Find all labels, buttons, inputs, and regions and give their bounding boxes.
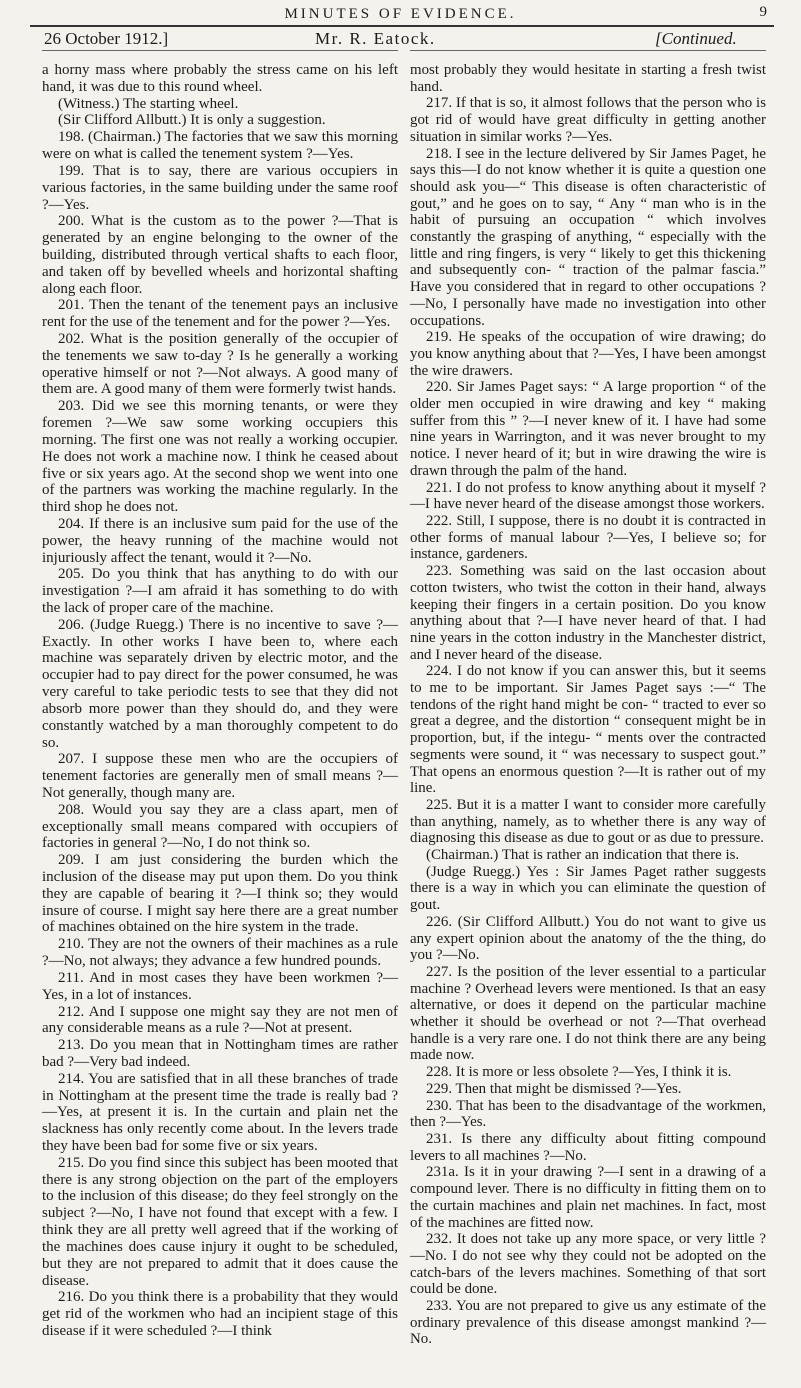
evidence-paragraph: 219. He speaks of the occupation of wire drawing; do you know anything about that ?—Yes, I have been amongst the wire drawers. xyxy=(410,329,766,379)
evidence-paragraph: 230. That has been to the disadvantage of the workmen, then ?—Yes. xyxy=(410,1097,766,1131)
evidence-paragraph: 214. You are satisfied that in all these branches of trade in Nottingham at the present time the trade is really bad ?—Yes, at present it is. In the curtain and plain net the slackness has only recently come about. In the levers trade they have been bad for some five or six years. xyxy=(42,1070,398,1154)
evidence-paragraph: 229. Then that might be dismissed ?—Yes. xyxy=(426,1080,682,1097)
evidence-paragraph: 208. Would you say they are a class apart, men of exceptionally small means compared with occupiers of factories in general ?—No, I do not think so. xyxy=(42,801,398,852)
continued-label: [Continued. xyxy=(655,29,737,48)
left-column xyxy=(42,62,398,1340)
evidence-paragraph: 231. Is there any difficulty about fitting compound levers to all machines ?—No. xyxy=(410,1131,766,1164)
evidence-paragraph: 231a. Is it in your drawing ?—I sent in a drawing of a compound lever. There is no difficulty in fitting them on to the curtain machines and plain net machines. In fact, most of the machines are fitted now. xyxy=(410,1164,766,1231)
evidence-paragraph: 216. Do you think there is a probability that they would get rid of the workmen who had an incipient stage of this disease if it were scheduled ?—I think xyxy=(42,1289,398,1339)
evidence-paragraph: 221. I do not profess to know anything about it myself ?—I have never heard of the disease amongst those workers. xyxy=(410,479,766,513)
evidence-paragraph: 223. Something was said on the last occasion about cotton twisters, who twist the cotton in their hand, always keeping their fingers in a certain position. Do you know anything about that ?—I have never heard of that. I had nine years in the cotton industry in the Manchester district, and I never heard of the disease. xyxy=(410,563,766,663)
witness-name: Mr. R. Eatock. xyxy=(315,29,436,48)
evidence-paragraph: (Chairman.) That is rather an indication that there is. xyxy=(426,847,740,864)
evidence-paragraph: 217. If that is so, it almost follows that the person who is got rid of would have great difficulty in getting another situation in similar works ?—Yes. xyxy=(410,95,766,145)
evidence-paragraph: 225. But it is a matter I want to consider more carefully than anything, namely, as to whether there is any way of diagnosing this disease as due to gout or as due to pressure. xyxy=(410,796,766,847)
evidence-paragraph: 205. Do you think that has anything to do with our investigation ?—I am afraid it has something to do with the lack of proper care of the machine. xyxy=(42,566,398,616)
evidence-paragraph: 213. Do you mean that in Nottingham times are rather bad ?—Very bad indeed. xyxy=(42,1037,398,1070)
evidence-paragraph: (Sir Clifford Allbutt.) It is only a suggestion. xyxy=(58,112,326,129)
evidence-paragraph: 215. Do you find since this subject has been mooted that there is any strong objection on the part of the employers to the inclusion of this disease; do they feel strongly on the subject ?—No, I have not found that except with a few. I think they are all pretty well agreed that if the working of the machines does cause injury it ought to be scheduled, but they are not prepared to admit that it does cause the disease. xyxy=(42,1154,398,1289)
evidence-paragraph: 211. And in most cases they have been workmen ?—Yes, in a lot of instances. xyxy=(42,969,398,1003)
evidence-paragraph: 201. Then the tenant of the tenement pays an inclusive rent for the use of the tenement and for the power ?—Yes. xyxy=(42,297,398,331)
evidence-paragraph: a horny mass where probably the stress came on his left hand, it was due to this round wheel. xyxy=(42,62,398,95)
evidence-paragraph: 222. Still, I suppose, there is no doubt it is contracted in other forms of manual labour ?—Yes, I believe so; for instance, gardeners. xyxy=(410,512,766,563)
evidence-paragraph: 226. (Sir Clifford Allbutt.) You do not want to give us any expert opinion about the anatomy of the the thing, do you ?—No. xyxy=(410,913,766,964)
evidence-paragraph: 224. I do not know if you can answer this, but it seems to me to be important. Sir James Paget says :—“ The tendons of the right hand might be con- “ tracted to ever so great a degree, and the distortion “ consequent might be in proportion, but, if the integu- “ ments over the contracted segments were sound, it “ was necessary to suspect gout.” That opens an enormous question ?—It is rather out of my line. xyxy=(410,663,766,797)
evidence-paragraph: 227. Is the position of the lever essential to a particular machine ? Overhead levers were mentioned. Is that an easy alternative, or does it depend on the particular machine whether it should be overhead or not ?—That overhead handle is a very rare one. I do not think there are any being made now. xyxy=(410,963,766,1064)
evidence-paragraph: 200. What is the custom as to the power ?—That is generated by an engine belonging to the owner of the building, distributed through vertical shafts to each floor, and taken off by bevelled wheels and horizontal shafting along each floor. xyxy=(42,213,398,297)
right-column xyxy=(410,62,766,1348)
evidence-paragraph: 199. That is to say, there are various occupiers in various factories, in the same building under the same roof ?—Yes. xyxy=(42,162,398,213)
evidence-paragraph: 209. I am just considering the burden which the inclusion of the disease may put upon them. Do you think they are capable of bearing it ?—I think so; they would insure of course. I might say here there are a great number of machines obtained on the hire system in the trade. xyxy=(42,852,398,936)
left-column-rule xyxy=(42,50,398,51)
evidence-paragraph: 202. What is the position generally of the occupier of the tenements we saw to-day ? Is he generally a working operative himself or not ?—Not always. A good many of them are. A good many of them were formerly twist hands. xyxy=(42,331,398,398)
evidence-paragraph: 204. If there is an inclusive sum paid for the use of the power, the heavy running of the machine would not injuriously affect the tenant, would it ?—No. xyxy=(42,515,398,566)
evidence-paragraph: 218. I see in the lecture delivered by Sir James Paget, he says this—I do not know whether it is quite a question one should ask you—“ This disease is often characteristic of gout,” and he goes on to say, “ Any “ man who is in the habit of pursuing an occupation “ which involves constantly the grasping of anything, “ especially with the little and ring fingers, is very “ likely to get this thickening and subsequently con- “ traction of the palmar fascia.” Have you considered that in regard to other occupations ?—No, I personally have made no investigation into other occupations. xyxy=(410,145,766,329)
sitting-date: 26 October 1912.] xyxy=(44,29,169,48)
evidence-paragraph: most probably they would hesitate in starting a fresh twist hand. xyxy=(410,62,766,95)
evidence-paragraph: 203. Did we see this morning tenants, or were they foremen ?—We saw some working occupiers this morning. The first one was not really a working occupier. He does not work a machine now. I think he ceased about five or six years ago. At the second shop we went into one of the partners was working the machine regularly. In the third shop he does not. xyxy=(42,398,398,516)
running-title: MINUTES OF EVIDENCE. xyxy=(284,6,517,22)
evidence-paragraph: 206. (Judge Ruegg.) There is no incentive to save ?—Exactly. In other works I have been to, where each machine was separately driven by electric motor, and the occupier had to pay direct for the power consumed, he was very careful to take periodic tests to see that they did not absorb more power than they should do, and they were constantly watched by a man thoroughly competent to do so. xyxy=(42,616,398,751)
header-rule xyxy=(30,25,774,27)
evidence-paragraph: 210. They are not the owners of their machines as a rule ?—No, not always; they advance a few hundred pounds. xyxy=(42,936,398,970)
evidence-paragraph: 212. And I suppose one might say they are not men of any considerable means as a rule ?—Not at present. xyxy=(42,1003,398,1037)
evidence-paragraph: 198. (Chairman.) The factories that we saw this morning were on what is called the tenement system ?—Yes. xyxy=(42,129,398,163)
evidence-paragraph: (Witness.) The starting wheel. xyxy=(58,95,239,112)
evidence-paragraph: 233. You are not prepared to give us any estimate of the ordinary prevalence of this disease amongst mankind ?—No. xyxy=(410,1298,766,1348)
evidence-paragraph: 207. I suppose these men who are the occupiers of tenement factories are generally men of small means ?—Not generally, though many are. xyxy=(42,751,398,801)
evidence-paragraph: 228. It is more or less obsolete ?—Yes, I think it is. xyxy=(426,1064,732,1081)
evidence-paragraph: 232. It does not take up any more space, or very little ?—No. I do not see why they could not be adopted on the catch-bars of the levers machines. Something of that sort could be done. xyxy=(410,1231,766,1298)
evidence-paragraph: (Judge Ruegg.) Yes : Sir James Paget rather suggests there is a way in which you can eliminate the question of gout. xyxy=(410,863,766,914)
page-number: 9 xyxy=(759,4,767,20)
right-column-rule xyxy=(410,50,766,51)
evidence-paragraph: 220. Sir James Paget says: “ A large proportion “ of the older men occupied in wire drawing and key “ making suffer from this ” ?—I never knew of it. I have had some nine years in Warrington, and it was never brought to my notice. I never heard of it; but in wire drawing the wire is drawn through the palm of the hand. xyxy=(410,379,766,479)
